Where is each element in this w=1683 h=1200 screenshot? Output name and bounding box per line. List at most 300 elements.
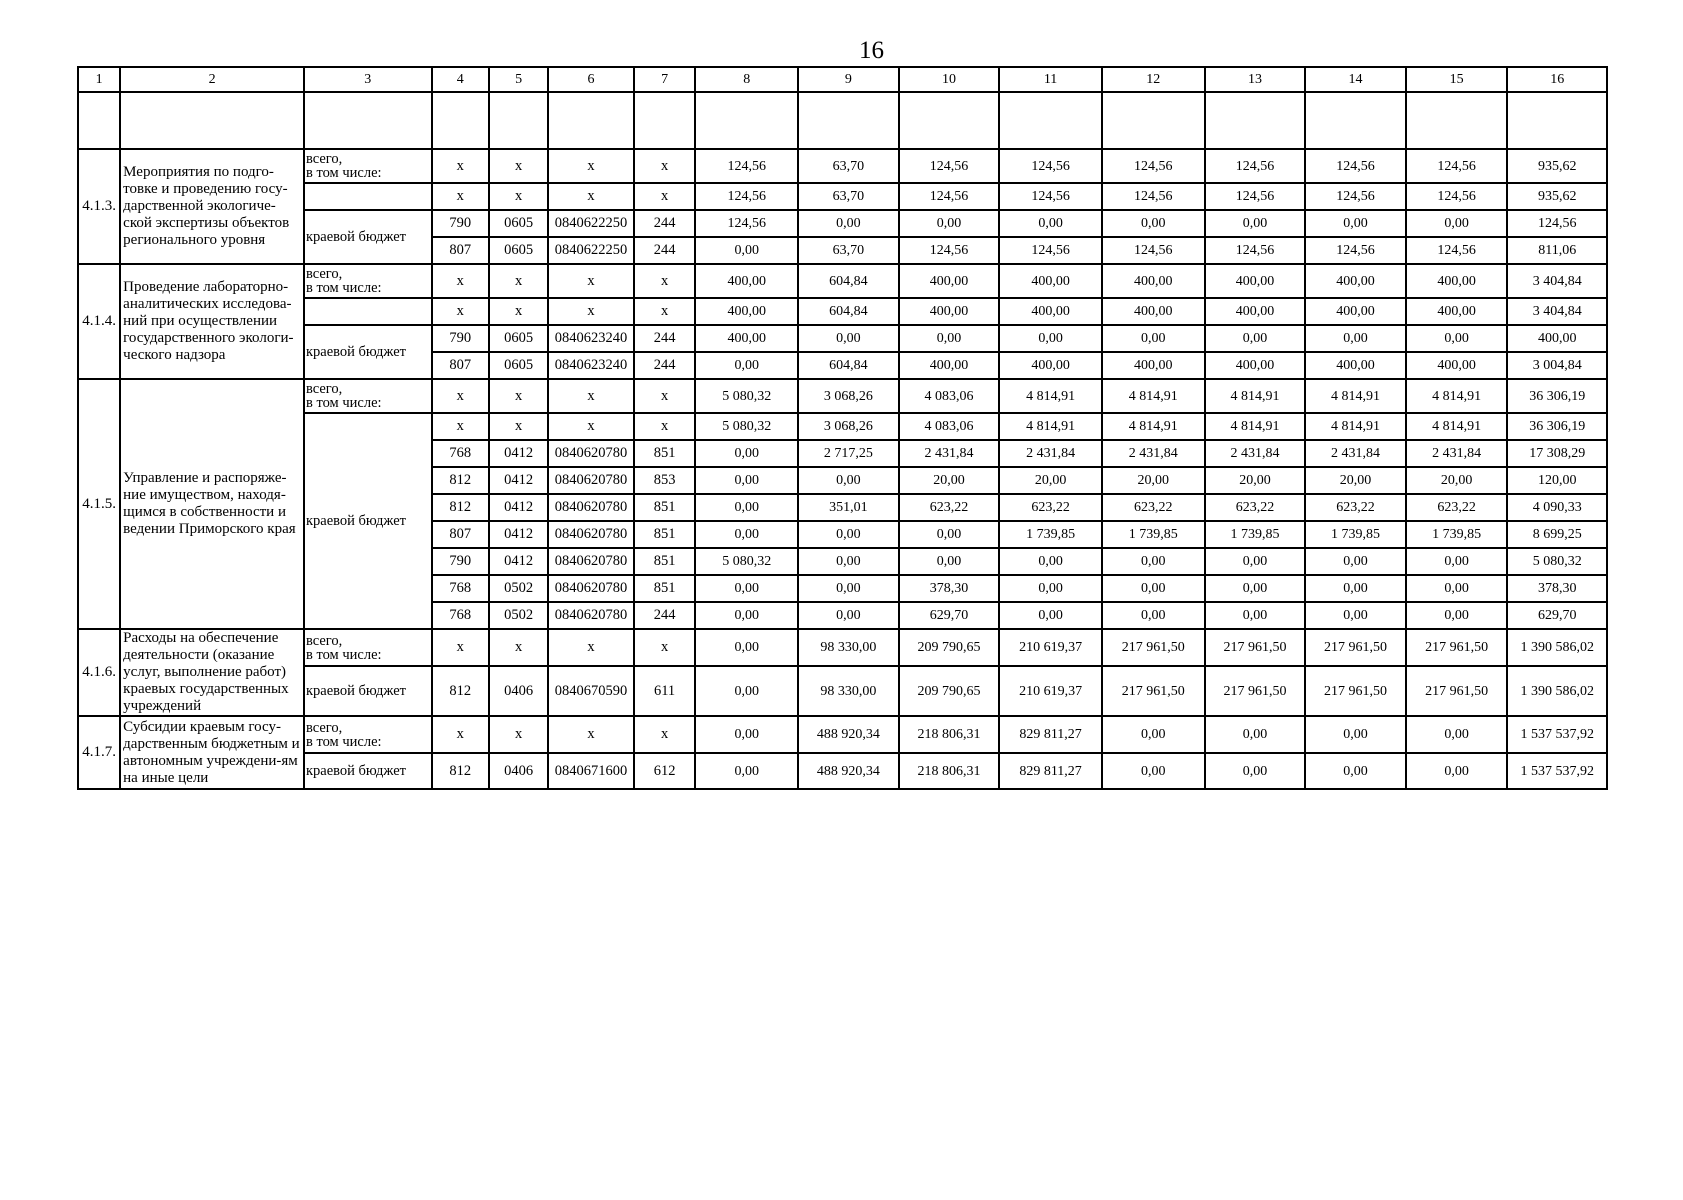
value-cell: 807: [432, 352, 489, 379]
source-cell: краевой бюджет: [304, 666, 432, 716]
value-cell: 0,00: [1406, 716, 1508, 753]
value-cell: 851: [634, 548, 696, 575]
value-cell: 829 811,27: [999, 753, 1102, 789]
value-cell: 124,56: [1102, 183, 1205, 210]
value-cell: 0,00: [1406, 753, 1508, 789]
value-cell: 124,56: [1102, 237, 1205, 264]
value-cell: 0,00: [798, 467, 899, 494]
value-cell: 4 083,06: [899, 379, 1000, 413]
value-cell: 2 431,84: [899, 440, 1000, 467]
value-cell: x: [489, 183, 548, 210]
value-cell: 400,00: [695, 325, 798, 352]
value-cell: 0412: [489, 494, 548, 521]
value-cell: 0,00: [999, 548, 1102, 575]
value-cell: x: [432, 149, 489, 183]
column-header: 12: [1102, 67, 1205, 92]
value-cell: 210 619,37: [999, 666, 1102, 716]
column-header: 5: [489, 67, 548, 92]
value-cell: x: [634, 413, 696, 440]
value-cell: 488 920,34: [798, 753, 899, 789]
value-cell: 124,56: [1205, 149, 1306, 183]
table-row: [78, 753, 1607, 789]
value-cell: 0412: [489, 440, 548, 467]
value-cell: 0502: [489, 602, 548, 629]
value-cell: 0840623240: [548, 352, 633, 379]
value-cell: 244: [634, 237, 696, 264]
value-cell: 3 404,84: [1507, 298, 1607, 325]
value-cell: 400,00: [1205, 352, 1306, 379]
value-cell: 4 814,91: [1406, 379, 1508, 413]
value-cell: 0840620780: [548, 521, 633, 548]
value-cell: 124,56: [899, 237, 1000, 264]
value-cell: 36 306,19: [1507, 413, 1607, 440]
value-cell: 0,00: [1205, 575, 1306, 602]
value-cell: 17 308,29: [1507, 440, 1607, 467]
value-cell: 768: [432, 575, 489, 602]
value-cell: 0,00: [695, 575, 798, 602]
value-cell: 790: [432, 548, 489, 575]
value-cell: 0,00: [1102, 716, 1205, 753]
value-cell: 4 090,33: [1507, 494, 1607, 521]
section-name: Управление и распоряже-ние имуществом, находя-щимся в собственности и ведении Приморского края: [120, 379, 304, 629]
value-cell: 0,00: [798, 325, 899, 352]
value-cell: 400,00: [899, 352, 1000, 379]
table-row: [78, 264, 1607, 298]
value-cell: 629,70: [1507, 602, 1607, 629]
value-cell: 400,00: [1305, 264, 1406, 298]
value-cell: 790: [432, 325, 489, 352]
value-cell: 400,00: [999, 298, 1102, 325]
value-cell: 0,00: [999, 575, 1102, 602]
value-cell: 3 404,84: [1507, 264, 1607, 298]
value-cell: 20,00: [1102, 467, 1205, 494]
source-cell: всего, в том числе:: [304, 629, 432, 666]
value-cell: x: [489, 264, 548, 298]
value-cell: x: [432, 183, 489, 210]
value-cell: 807: [432, 237, 489, 264]
value-cell: 807: [432, 521, 489, 548]
column-header: 4: [432, 67, 489, 92]
blank-cell: [432, 92, 489, 149]
blank-cell: [304, 92, 432, 149]
value-cell: 20,00: [999, 467, 1102, 494]
value-cell: 1 739,85: [1305, 521, 1406, 548]
section-name: Расходы на обеспечение деятельности (оказание услуг, выполнение работ) краевых государственных учреждений: [120, 629, 304, 716]
blank-cell: [1205, 92, 1306, 149]
value-cell: 63,70: [798, 149, 899, 183]
value-cell: 0,00: [695, 467, 798, 494]
value-cell: 124,56: [1406, 149, 1508, 183]
section-number: 4.1.5.: [78, 379, 120, 629]
section-name: Субсидии краевым госу-дарственным бюджетным и автономным учреждени-ям на иные цели: [120, 716, 304, 789]
value-cell: 611: [634, 666, 696, 716]
column-header: 11: [999, 67, 1102, 92]
value-cell: 3 004,84: [1507, 352, 1607, 379]
value-cell: x: [432, 716, 489, 753]
value-cell: 400,00: [695, 264, 798, 298]
value-cell: 812: [432, 494, 489, 521]
value-cell: x: [489, 149, 548, 183]
value-cell: 2 431,84: [999, 440, 1102, 467]
value-cell: 1 390 586,02: [1507, 666, 1607, 716]
value-cell: 209 790,65: [899, 629, 1000, 666]
table-row: [78, 379, 1607, 413]
value-cell: 0840622250: [548, 210, 633, 237]
value-cell: x: [634, 379, 696, 413]
value-cell: 124,56: [1507, 210, 1607, 237]
blank-cell: [120, 92, 304, 149]
value-cell: 790: [432, 210, 489, 237]
value-cell: x: [548, 629, 633, 666]
section-number: 4.1.7.: [78, 716, 120, 789]
value-cell: 120,00: [1507, 467, 1607, 494]
table-row: [78, 183, 1607, 210]
value-cell: 768: [432, 602, 489, 629]
value-cell: 604,84: [798, 298, 899, 325]
value-cell: x: [489, 379, 548, 413]
value-cell: 935,62: [1507, 183, 1607, 210]
value-cell: 0,00: [695, 237, 798, 264]
value-cell: 0,00: [899, 325, 1000, 352]
value-cell: 0,00: [695, 753, 798, 789]
value-cell: x: [432, 264, 489, 298]
value-cell: x: [548, 183, 633, 210]
table-body: [78, 67, 1607, 789]
table-row: [78, 716, 1607, 753]
value-cell: x: [432, 298, 489, 325]
value-cell: 210 619,37: [999, 629, 1102, 666]
source-cell: краевой бюджет: [304, 413, 432, 629]
blank-cell: [999, 92, 1102, 149]
value-cell: 400,00: [899, 264, 1000, 298]
value-cell: 124,56: [999, 183, 1102, 210]
value-cell: 98 330,00: [798, 629, 899, 666]
value-cell: 217 961,50: [1102, 666, 1205, 716]
value-cell: 217 961,50: [1305, 629, 1406, 666]
value-cell: 4 814,91: [1205, 413, 1306, 440]
value-cell: 4 814,91: [1305, 413, 1406, 440]
value-cell: 0840620780: [548, 467, 633, 494]
value-cell: 400,00: [695, 298, 798, 325]
value-cell: 351,01: [798, 494, 899, 521]
value-cell: 400,00: [999, 264, 1102, 298]
value-cell: 400,00: [1102, 264, 1205, 298]
value-cell: x: [432, 379, 489, 413]
value-cell: 2 431,84: [1305, 440, 1406, 467]
value-cell: 0,00: [1205, 325, 1306, 352]
blank-cell: [1406, 92, 1508, 149]
value-cell: 0406: [489, 753, 548, 789]
value-cell: 0,00: [1205, 753, 1306, 789]
value-cell: 0,00: [1305, 210, 1406, 237]
column-header: 15: [1406, 67, 1508, 92]
value-cell: 124,56: [999, 149, 1102, 183]
value-cell: 0,00: [1102, 210, 1205, 237]
value-cell: 851: [634, 494, 696, 521]
value-cell: 851: [634, 440, 696, 467]
value-cell: 5 080,32: [695, 379, 798, 413]
value-cell: x: [489, 716, 548, 753]
source-cell: всего, в том числе:: [304, 264, 432, 298]
value-cell: 0,00: [1102, 575, 1205, 602]
column-header-row: [78, 67, 1607, 92]
table-row: [78, 666, 1607, 716]
value-cell: 0,00: [695, 666, 798, 716]
value-cell: 0,00: [1305, 548, 1406, 575]
value-cell: 217 961,50: [1102, 629, 1205, 666]
value-cell: 0,00: [798, 602, 899, 629]
value-cell: 0,00: [798, 210, 899, 237]
section-number: 4.1.6.: [78, 629, 120, 716]
table-row: [78, 210, 1607, 237]
value-cell: 604,84: [798, 352, 899, 379]
value-cell: 3 068,26: [798, 379, 899, 413]
value-cell: 400,00: [1102, 352, 1205, 379]
value-cell: 124,56: [695, 183, 798, 210]
value-cell: 98 330,00: [798, 666, 899, 716]
value-cell: 124,56: [1305, 237, 1406, 264]
source-cell: краевой бюджет: [304, 210, 432, 264]
value-cell: 0,00: [1205, 548, 1306, 575]
value-cell: 0840620780: [548, 602, 633, 629]
value-cell: x: [432, 629, 489, 666]
value-cell: 400,00: [1406, 352, 1508, 379]
value-cell: 3 068,26: [798, 413, 899, 440]
value-cell: 0,00: [695, 494, 798, 521]
value-cell: 2 431,84: [1205, 440, 1306, 467]
value-cell: 0,00: [1305, 575, 1406, 602]
blank-cell: [78, 92, 120, 149]
value-cell: 1 739,85: [1102, 521, 1205, 548]
value-cell: 488 920,34: [798, 716, 899, 753]
value-cell: x: [548, 298, 633, 325]
value-cell: 1 739,85: [1205, 521, 1306, 548]
value-cell: 217 961,50: [1205, 629, 1306, 666]
value-cell: 0412: [489, 521, 548, 548]
value-cell: 124,56: [1102, 149, 1205, 183]
value-cell: 124,56: [899, 149, 1000, 183]
value-cell: 4 814,91: [999, 413, 1102, 440]
value-cell: 629,70: [899, 602, 1000, 629]
value-cell: 812: [432, 666, 489, 716]
value-cell: 0,00: [1205, 716, 1306, 753]
value-cell: 812: [432, 753, 489, 789]
value-cell: 811,06: [1507, 237, 1607, 264]
value-cell: 63,70: [798, 183, 899, 210]
value-cell: 1 739,85: [999, 521, 1102, 548]
value-cell: 217 961,50: [1305, 666, 1406, 716]
value-cell: 244: [634, 210, 696, 237]
value-cell: 623,22: [1205, 494, 1306, 521]
value-cell: 0605: [489, 210, 548, 237]
value-cell: 4 814,91: [1205, 379, 1306, 413]
source-cell: всего, в том числе:: [304, 716, 432, 753]
value-cell: 0,00: [1205, 210, 1306, 237]
value-cell: 0840620780: [548, 548, 633, 575]
value-cell: x: [634, 183, 696, 210]
value-cell: 4 814,91: [1102, 379, 1205, 413]
budget-table: [77, 66, 1608, 790]
blank-row: [78, 92, 1607, 149]
value-cell: 0840620780: [548, 440, 633, 467]
value-cell: 0,00: [695, 352, 798, 379]
section-name: Мероприятия по подго-товке и проведению госу-дарственной экологиче-ской экспертизы объектов регионального уровня: [120, 149, 304, 264]
blank-cell: [1507, 92, 1607, 149]
source-cell: краевой бюджет: [304, 753, 432, 789]
value-cell: 0,00: [1102, 548, 1205, 575]
value-cell: 853: [634, 467, 696, 494]
value-cell: 5 080,32: [695, 413, 798, 440]
value-cell: 623,22: [1305, 494, 1406, 521]
section-name: Проведение лабораторно-аналитических исследова-ний при осуществлении государственного экологи-ческого надзора: [120, 264, 304, 379]
column-header: 3: [304, 67, 432, 92]
blank-cell: [1102, 92, 1205, 149]
value-cell: 1 537 537,92: [1507, 716, 1607, 753]
value-cell: 623,22: [1406, 494, 1508, 521]
value-cell: 0,00: [899, 548, 1000, 575]
value-cell: 4 083,06: [899, 413, 1000, 440]
value-cell: 4 814,91: [1406, 413, 1508, 440]
table-row: [78, 325, 1607, 352]
value-cell: 0840620780: [548, 494, 633, 521]
value-cell: x: [634, 298, 696, 325]
value-cell: 2 431,84: [1406, 440, 1508, 467]
value-cell: 623,22: [999, 494, 1102, 521]
value-cell: x: [548, 716, 633, 753]
value-cell: 812: [432, 467, 489, 494]
value-cell: 124,56: [1305, 183, 1406, 210]
blank-cell: [695, 92, 798, 149]
table-row: [78, 629, 1607, 666]
value-cell: 2 717,25: [798, 440, 899, 467]
value-cell: 4 814,91: [1305, 379, 1406, 413]
value-cell: 63,70: [798, 237, 899, 264]
value-cell: 851: [634, 575, 696, 602]
value-cell: 0,00: [695, 521, 798, 548]
value-cell: 124,56: [999, 237, 1102, 264]
value-cell: 1 390 586,02: [1507, 629, 1607, 666]
value-cell: 400,00: [1305, 352, 1406, 379]
value-cell: 124,56: [899, 183, 1000, 210]
value-cell: 829 811,27: [999, 716, 1102, 753]
value-cell: 400,00: [1102, 298, 1205, 325]
value-cell: 209 790,65: [899, 666, 1000, 716]
value-cell: 218 806,31: [899, 716, 1000, 753]
value-cell: 0,00: [1305, 753, 1406, 789]
column-header: 9: [798, 67, 899, 92]
value-cell: 400,00: [1305, 298, 1406, 325]
value-cell: 124,56: [1205, 183, 1306, 210]
value-cell: 244: [634, 352, 696, 379]
value-cell: 244: [634, 325, 696, 352]
value-cell: 0840623240: [548, 325, 633, 352]
value-cell: 0,00: [899, 521, 1000, 548]
value-cell: x: [432, 413, 489, 440]
value-cell: 0,00: [999, 325, 1102, 352]
value-cell: 20,00: [1406, 467, 1508, 494]
blank-cell: [899, 92, 1000, 149]
table-row: [78, 149, 1607, 183]
source-cell: краевой бюджет: [304, 325, 432, 379]
column-header: 1: [78, 67, 120, 92]
value-cell: 378,30: [899, 575, 1000, 602]
value-cell: 0,00: [1406, 602, 1508, 629]
value-cell: 0,00: [798, 521, 899, 548]
table-row: [78, 298, 1607, 325]
value-cell: 400,00: [999, 352, 1102, 379]
value-cell: x: [548, 413, 633, 440]
value-cell: x: [634, 629, 696, 666]
value-cell: 0840622250: [548, 237, 633, 264]
value-cell: 400,00: [1406, 264, 1508, 298]
value-cell: 1 739,85: [1406, 521, 1508, 548]
column-header: 16: [1507, 67, 1607, 92]
value-cell: 400,00: [1205, 264, 1306, 298]
value-cell: 124,56: [1406, 237, 1508, 264]
value-cell: 217 961,50: [1205, 666, 1306, 716]
value-cell: 8 699,25: [1507, 521, 1607, 548]
value-cell: 623,22: [899, 494, 1000, 521]
value-cell: 0605: [489, 352, 548, 379]
value-cell: 768: [432, 440, 489, 467]
source-cell: всего, в том числе:: [304, 149, 432, 183]
value-cell: 0412: [489, 467, 548, 494]
value-cell: 20,00: [1205, 467, 1306, 494]
column-header: 10: [899, 67, 1000, 92]
value-cell: 1 537 537,92: [1507, 753, 1607, 789]
value-cell: 851: [634, 521, 696, 548]
value-cell: 935,62: [1507, 149, 1607, 183]
value-cell: 0,00: [695, 602, 798, 629]
value-cell: 400,00: [1507, 325, 1607, 352]
value-cell: x: [548, 379, 633, 413]
value-cell: x: [489, 629, 548, 666]
value-cell: 0412: [489, 548, 548, 575]
blank-cell: [634, 92, 696, 149]
blank-cell: [798, 92, 899, 149]
value-cell: 0,00: [1102, 753, 1205, 789]
column-header: 7: [634, 67, 696, 92]
value-cell: 0,00: [695, 716, 798, 753]
section-number: 4.1.4.: [78, 264, 120, 379]
value-cell: 5 080,32: [695, 548, 798, 575]
value-cell: 5 080,32: [1507, 548, 1607, 575]
blank-cell: [489, 92, 548, 149]
value-cell: 0,00: [695, 629, 798, 666]
value-cell: x: [634, 264, 696, 298]
value-cell: 0406: [489, 666, 548, 716]
column-header: 13: [1205, 67, 1306, 92]
value-cell: 4 814,91: [1102, 413, 1205, 440]
value-cell: 400,00: [1205, 298, 1306, 325]
value-cell: 4 814,91: [999, 379, 1102, 413]
value-cell: 0,00: [1205, 602, 1306, 629]
value-cell: 0,00: [1406, 325, 1508, 352]
value-cell: 400,00: [899, 298, 1000, 325]
value-cell: 0,00: [798, 548, 899, 575]
value-cell: 0,00: [999, 602, 1102, 629]
value-cell: x: [489, 413, 548, 440]
value-cell: 0,00: [1305, 602, 1406, 629]
value-cell: 0605: [489, 325, 548, 352]
value-cell: x: [548, 264, 633, 298]
value-cell: 36 306,19: [1507, 379, 1607, 413]
value-cell: 20,00: [899, 467, 1000, 494]
value-cell: 0,00: [1305, 716, 1406, 753]
value-cell: 2 431,84: [1102, 440, 1205, 467]
value-cell: 623,22: [1102, 494, 1205, 521]
value-cell: 124,56: [695, 149, 798, 183]
